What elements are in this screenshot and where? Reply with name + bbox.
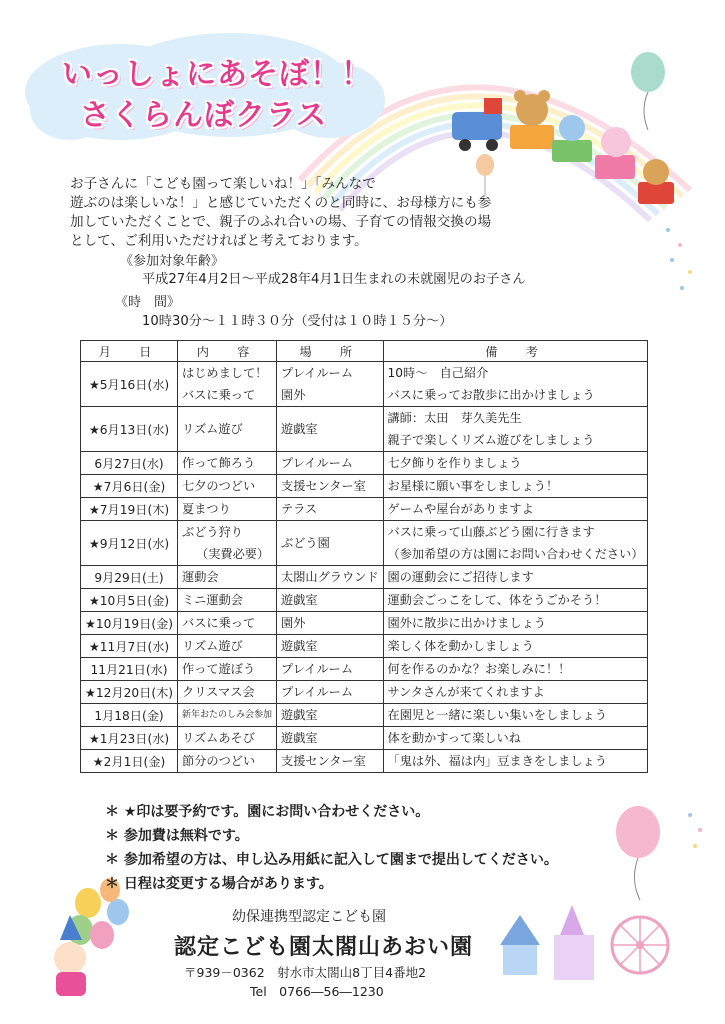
note-item: ＊ 日程は変更する場合があります。 (105, 876, 333, 892)
note-cell (383, 475, 648, 498)
notes-list (105, 800, 558, 896)
date-cell: 9月29日(土) (81, 566, 178, 589)
content-cell-line: リズム遊び (182, 422, 243, 436)
content-cell (178, 566, 277, 589)
date-cell: ★2月1日(金) (81, 750, 178, 773)
page-title-line1: いっしょにあそぼ！！ (62, 57, 372, 92)
content-cell-line: 運動会 (182, 570, 219, 584)
place-cell (277, 498, 384, 521)
note-cell-line: 七夕飾りを作りましょう (387, 456, 522, 470)
eligibility-value: 平成27年4月2日～平成28年4月1日生まれの未就園児のお子さん (142, 272, 526, 287)
note-cell-line: バスに乗って山藤ぶどう園に行きます (387, 525, 595, 539)
date-cell: ★10月19日(金) (81, 612, 178, 635)
note-cell (383, 566, 648, 589)
time-heading: 《時 間》 (115, 295, 181, 310)
balloon-icon (616, 806, 660, 900)
table-header-row (81, 341, 648, 362)
content-cell-line: バスに乗って (182, 616, 256, 630)
date-cell: ★6月13日(水) (81, 407, 178, 452)
column-header-date: 月 日 (81, 341, 178, 362)
org-address: 〒939－0362 射水市太閤山8丁目4番地2 (184, 965, 427, 980)
content-cell (178, 452, 277, 475)
content-cell (178, 589, 277, 612)
date-cell: ★1月23日(水) (81, 727, 178, 750)
note-cell-line: 園外に散歩に出かけましょう (387, 616, 546, 630)
table-row (81, 452, 648, 475)
table-row (81, 521, 648, 566)
content-cell (178, 475, 277, 498)
column-header-content: 内 容 (178, 341, 277, 362)
content-cell-line: リズム遊び (182, 639, 243, 653)
note-cell-line: 「鬼は外、福は内」豆まきをしましょう (387, 754, 607, 768)
content-cell-line: 夏まつり (182, 502, 231, 516)
date-cell: ★9月12日(水) (81, 521, 178, 566)
note-cell (383, 362, 648, 407)
intro-line: 加していただくことで、親子のふれ合いの場、子育ての情報交換の場 (70, 214, 492, 230)
table-row (81, 658, 648, 681)
place-cell (277, 750, 384, 773)
content-cell (178, 407, 277, 452)
table-row (81, 704, 648, 727)
eligibility-heading: 《参加対象年齢》 (120, 254, 225, 269)
place-cell-line: プレイルーム (281, 662, 354, 676)
note-cell (383, 407, 648, 452)
content-cell (178, 658, 277, 681)
note-item: ＊ 参加希望の方は、申し込み用紙に記入して園まで提出してください。 (105, 852, 558, 868)
note-cell-line: バスに乗ってお散歩に出かけましょう (387, 388, 595, 402)
place-cell-line: 遊戯室 (281, 731, 318, 745)
place-cell (277, 727, 384, 750)
note-cell-line: お星様に願い事をしましょう！ (387, 479, 559, 493)
table-row (81, 498, 648, 521)
time-value: 10時30分～１１時３０分（受付は１０時１５分～） (142, 314, 453, 329)
note-cell-line: （参加希望の方は園にお問い合わせください） (387, 547, 644, 561)
table-row (81, 407, 648, 452)
note-cell-line: 親子で楽しくリズム遊びをしましょう (387, 433, 595, 447)
content-cell-line: （実費必要） (196, 547, 270, 561)
table-row (81, 727, 648, 750)
org-tel: Tel 0766―56―1230 (250, 984, 384, 999)
org-name: 認定こども園太閤山あおい園 (174, 935, 474, 960)
note-cell-line: 楽しく体を動かしましょう (387, 639, 534, 653)
date-cell: ★12月20日(木) (81, 681, 178, 704)
content-cell-line: クリスマス会 (182, 685, 255, 699)
note-cell (383, 498, 648, 521)
place-cell (277, 566, 384, 589)
table-row (81, 566, 648, 589)
note-cell (383, 704, 648, 727)
table-row (81, 589, 648, 612)
content-cell (178, 498, 277, 521)
intro-line: お子さんに「こども園って楽しいね！」「みんなで (70, 176, 376, 192)
place-cell (277, 612, 384, 635)
table-row (81, 750, 648, 773)
column-header-place: 場 所 (277, 341, 384, 362)
note-cell (383, 521, 648, 566)
note-cell-line: 園の運動会にご招待します (387, 570, 534, 584)
place-cell (277, 475, 384, 498)
note-cell-line: 何を作るのかな？お楽しみに！！ (387, 662, 571, 676)
place-cell (277, 521, 384, 566)
date-cell: ★11月7日(水) (81, 635, 178, 658)
content-cell (178, 362, 277, 407)
place-cell-line: 遊戯室 (281, 593, 318, 607)
note-cell-line: サンタさんが来てくれますよ (387, 685, 545, 699)
place-cell-line: 遊戯室 (281, 708, 318, 722)
place-cell (277, 704, 384, 727)
note-cell (383, 750, 648, 773)
place-cell (277, 589, 384, 612)
intro-line: 遊ぶのは楽しいな！」と感じていただくのと同時に、お母様方にも参 (70, 195, 492, 211)
place-cell (277, 635, 384, 658)
content-cell-line: 節分のつどい (182, 754, 256, 768)
note-cell (383, 635, 648, 658)
place-cell-line: プレイルーム (281, 685, 354, 699)
column-header-note: 備 考 (383, 341, 648, 362)
page-title-line2: さくらんぼクラス (80, 98, 328, 133)
note-cell-line: 運動会ごっこをして、体をうごかそう！ (387, 593, 607, 607)
place-cell-line: プレイルーム (281, 366, 354, 380)
content-cell-line: 新年おたのしみ会参加 (182, 710, 273, 720)
note-cell-line: 体を動かすって楽しいね (387, 731, 521, 745)
intro-paragraph (70, 175, 570, 251)
place-cell-line: プレイルーム (281, 456, 354, 470)
table-row (81, 362, 648, 407)
content-cell-line: バスに乗って (182, 388, 256, 402)
note-item: ＊ 参加費は無料です。 (105, 828, 249, 844)
note-cell (383, 727, 648, 750)
place-cell-line: 園外 (281, 388, 306, 402)
place-cell (277, 452, 384, 475)
note-cell (383, 681, 648, 704)
date-cell: ★10月5日(金) (81, 589, 178, 612)
table-row (81, 681, 648, 704)
note-item: ＊ ★印は要予約です。園にお問い合わせください。 (105, 804, 430, 820)
content-cell-line: ぶどう狩り (182, 525, 243, 539)
place-cell-line: 支援センター室 (281, 754, 366, 768)
amusement-park-icon (500, 905, 668, 980)
table-row (81, 475, 648, 498)
place-cell-line: 遊戯室 (281, 422, 318, 436)
place-cell (277, 407, 384, 452)
note-cell-line: 10時～ 自己紹介 (387, 366, 489, 380)
table-row (81, 635, 648, 658)
content-cell-line: 七夕のつどい (182, 479, 256, 493)
note-cell (383, 612, 648, 635)
org-type: 幼保連携型認定こども園 (232, 909, 386, 925)
place-cell-line: 遊戯室 (281, 639, 318, 653)
content-cell-line: リズムあそび (182, 731, 255, 745)
content-cell (178, 635, 277, 658)
note-cell (383, 452, 648, 475)
note-cell-line: ゲームや屋台がありますよ (387, 502, 534, 516)
content-cell-line: 作って飾ろう (182, 456, 256, 470)
content-cell-line: 作って遊ぼう (182, 662, 256, 676)
content-cell (178, 521, 277, 566)
note-cell (383, 589, 648, 612)
note-cell (383, 658, 648, 681)
place-cell-line: テラス (281, 502, 318, 516)
note-cell-line: 在園児と一緒に楽しい集いをしましょう (387, 708, 607, 722)
date-cell: ★7月19日(木) (81, 498, 178, 521)
sparkle-icon (666, 228, 702, 848)
date-cell: 1月18日(金) (81, 704, 178, 727)
table-row (81, 612, 648, 635)
date-cell: ★5月16日(水) (81, 362, 178, 407)
place-cell (277, 681, 384, 704)
place-cell-line: ぶどう園 (281, 536, 330, 550)
date-cell: ★7月6日(金) (81, 475, 178, 498)
schedule-table-body (81, 362, 648, 773)
content-cell-line: はじめまして！ (182, 366, 268, 380)
content-cell (178, 704, 277, 727)
place-cell-line: 支援センター室 (281, 479, 366, 493)
content-cell-line: ミニ運動会 (182, 593, 243, 607)
note-cell-line: 講師：太田 芽久美先生 (387, 411, 522, 425)
date-cell: 6月27日(水) (81, 452, 178, 475)
place-cell-line: 太閤山グラウンド (281, 570, 379, 584)
place-cell (277, 658, 384, 681)
schedule-table (80, 340, 648, 773)
intro-line: として、ご利用いただければと考えております。 (70, 233, 368, 249)
content-cell (178, 681, 277, 704)
content-cell (178, 750, 277, 773)
balloon-icon (631, 52, 665, 130)
content-cell (178, 727, 277, 750)
content-cell (178, 612, 277, 635)
place-cell-line: 園外 (281, 616, 306, 630)
place-cell (277, 362, 384, 407)
date-cell: 11月21日(水) (81, 658, 178, 681)
